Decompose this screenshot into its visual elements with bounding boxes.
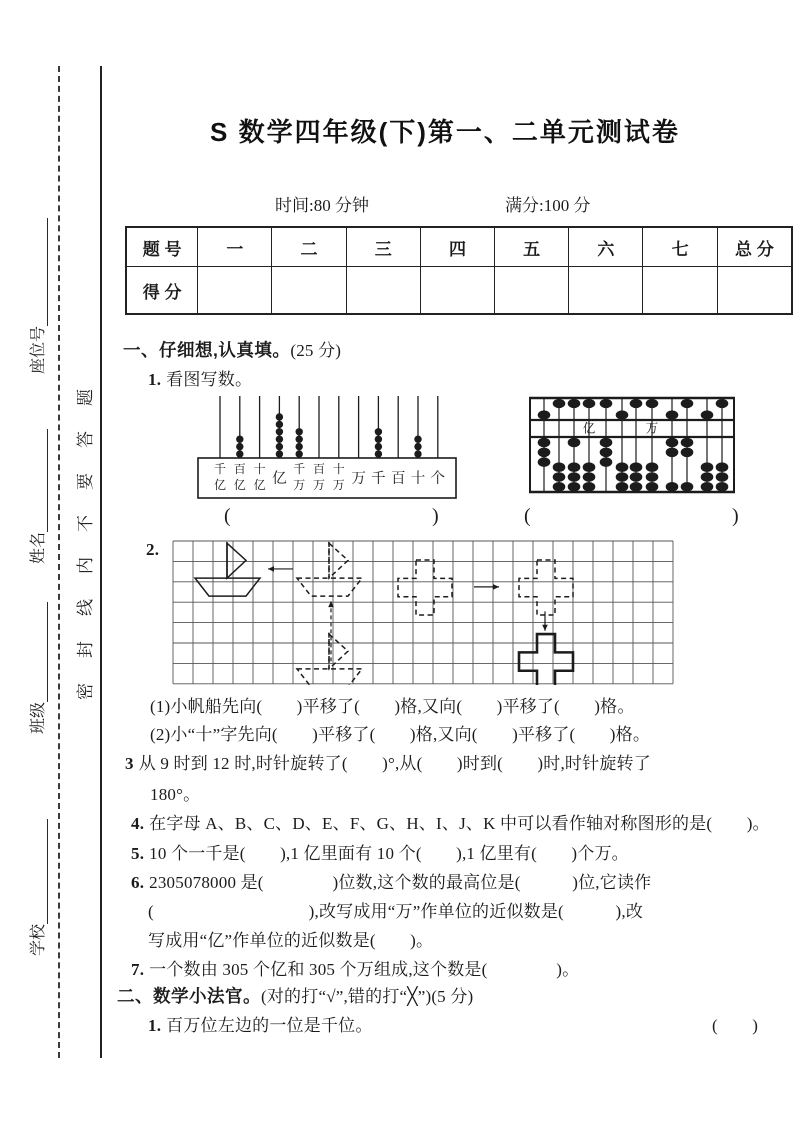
question-2-sub1: (1)小帆船先向( )平移了( )格,又向( )平移了( )格。: [150, 697, 635, 716]
question-5-number: 5.: [131, 844, 145, 863]
score-table-col: 七: [643, 227, 717, 267]
field-name-label: 姓名: [30, 531, 47, 564]
svg-text:亿: 亿: [213, 478, 227, 492]
section2-question-1-number: 1.: [148, 1016, 162, 1035]
question-1-text: 看图写数。: [166, 370, 253, 389]
svg-text:万: 万: [351, 471, 366, 487]
svg-text:百: 百: [233, 462, 246, 476]
score-table-col: 五: [495, 227, 569, 267]
question-5-text: 10 个一千是( ),1 亿里面有 10 个( ),1 亿里有( )个万。: [149, 844, 629, 863]
svg-text:万: 万: [312, 478, 326, 492]
question-6: [131, 868, 651, 893]
abacus-diagram: [526, 390, 738, 505]
question-3: [125, 749, 651, 774]
svg-text:千: 千: [213, 462, 227, 476]
question-4-number: 4.: [131, 814, 145, 833]
question-3-continuation: 180°。: [150, 785, 201, 804]
svg-text:十: 十: [332, 462, 345, 476]
score-cell: [569, 267, 643, 315]
section2-heading-rule: (对的打“√”,错的打“╳”)(5 分): [261, 987, 474, 1006]
score-cell: [717, 267, 792, 315]
svg-text:亿: 亿: [253, 478, 266, 492]
question-1-number: 1.: [148, 370, 162, 389]
question-7: [131, 955, 579, 980]
score-table-score-row: [126, 267, 792, 315]
answer-blank-open: (: [224, 505, 231, 527]
seal-dashed-line: [58, 66, 60, 1058]
seal-instruction-text: 密封线内不要答题: [76, 364, 95, 700]
svg-text:百: 百: [390, 471, 406, 487]
svg-text:亿: 亿: [272, 471, 287, 487]
question-1: [148, 365, 252, 390]
field-seat-number-label: 座位号: [30, 325, 47, 374]
svg-text:百: 百: [312, 462, 326, 476]
question-6-number: 6.: [131, 873, 145, 892]
score-cell: [198, 267, 272, 315]
section1-heading-points: (25 分): [290, 341, 342, 360]
full-score-label: 满分:100 分: [505, 196, 591, 215]
svg-text:万: 万: [293, 478, 306, 492]
field-seat-number-blank: [29, 218, 48, 326]
place-value-rod-diagram: [190, 392, 470, 509]
question-5: [131, 839, 629, 864]
score-cell: [346, 267, 420, 315]
score-table-col: 三: [346, 227, 420, 267]
question-2-sub2: (2)小“十”字先向( )平移了( )格,又向( )平移了( )格。: [150, 725, 651, 744]
question-3-text: 从 9 时到 12 时,时针旋转了( )°,从( )时到( )时,时针旋转了: [138, 754, 651, 773]
field-class-blank: [29, 602, 48, 702]
field-class-label: 班级: [30, 701, 47, 734]
section2-question-1-answer-blank: ( ): [712, 1016, 759, 1035]
section2-heading-bold: 二、数学小法官。: [117, 986, 261, 1006]
svg-text:千: 千: [293, 462, 306, 476]
field-school-blank: [29, 819, 48, 924]
question-6-text: 2305078000 是( )位数,这个数的最高位是( )位,它读作: [149, 873, 652, 892]
student-info-fields: [12, 206, 48, 956]
score-cell: [272, 267, 346, 315]
score-table-score-header: 得 分: [126, 267, 198, 315]
score-cell: [420, 267, 494, 315]
field-class: [25, 602, 48, 734]
score-table: [125, 226, 793, 315]
time-limit-label: 时间:80 分钟: [275, 196, 369, 215]
score-table-col: 一: [198, 227, 272, 267]
section1-heading: [123, 336, 341, 362]
svg-text:亿: 亿: [582, 421, 596, 436]
svg-text:十: 十: [410, 471, 426, 487]
question-4-text: 在字母 A、B、C、D、E、F、G、H、I、J、K 中可以看作轴对称图形的是( )。: [149, 814, 770, 833]
field-name: [25, 429, 48, 564]
page-title: S 数学四年级(下)第一、二单元测试卷: [210, 117, 680, 147]
score-cell: [495, 267, 569, 315]
question-6-continuation: 写成用“亿”作单位的近似数是( )。: [148, 931, 434, 950]
question-4: [131, 809, 770, 834]
question-2-number: 2.: [146, 540, 160, 559]
question-7-text: 一个数由 305 个亿和 305 个万组成,这个数是( )。: [149, 960, 580, 979]
score-table-col: 六: [569, 227, 643, 267]
svg-text:十: 十: [253, 462, 266, 476]
section2-heading: [117, 982, 473, 1008]
section1-heading-bold: 一、仔细想,认真填。: [123, 340, 291, 360]
svg-text:万: 万: [332, 478, 345, 492]
score-table-col: 二: [272, 227, 346, 267]
question-7-number: 7.: [131, 960, 145, 979]
score-cell: [643, 267, 717, 315]
question-3-number: 3: [125, 754, 134, 773]
svg-text:个: 个: [430, 471, 446, 487]
answer-blank-open: (: [524, 505, 531, 527]
translation-grid-diagram: [172, 540, 674, 690]
score-table-col: 总 分: [717, 227, 792, 267]
margin-solid-line: [100, 66, 102, 1058]
field-school: [25, 819, 48, 956]
svg-text:亿: 亿: [233, 478, 246, 492]
section2-question-1: [148, 1011, 373, 1036]
score-table-col: 四: [420, 227, 494, 267]
field-seat-number: [25, 218, 48, 374]
section2-question-1-text: 百万位左边的一位是千位。: [166, 1016, 373, 1035]
svg-text:万: 万: [645, 421, 659, 436]
field-school-label: 学校: [30, 923, 47, 956]
score-table-question-header: 题 号: [126, 227, 198, 267]
score-table-header-row: [126, 227, 792, 267]
field-name-blank: [29, 429, 48, 532]
answer-blank-close: ): [732, 505, 739, 527]
question-6-continuation: ( ),改写成用“万”作单位的近似数是( ),改: [148, 902, 644, 921]
answer-blank-close: ): [432, 505, 439, 527]
svg-text:千: 千: [371, 471, 386, 487]
